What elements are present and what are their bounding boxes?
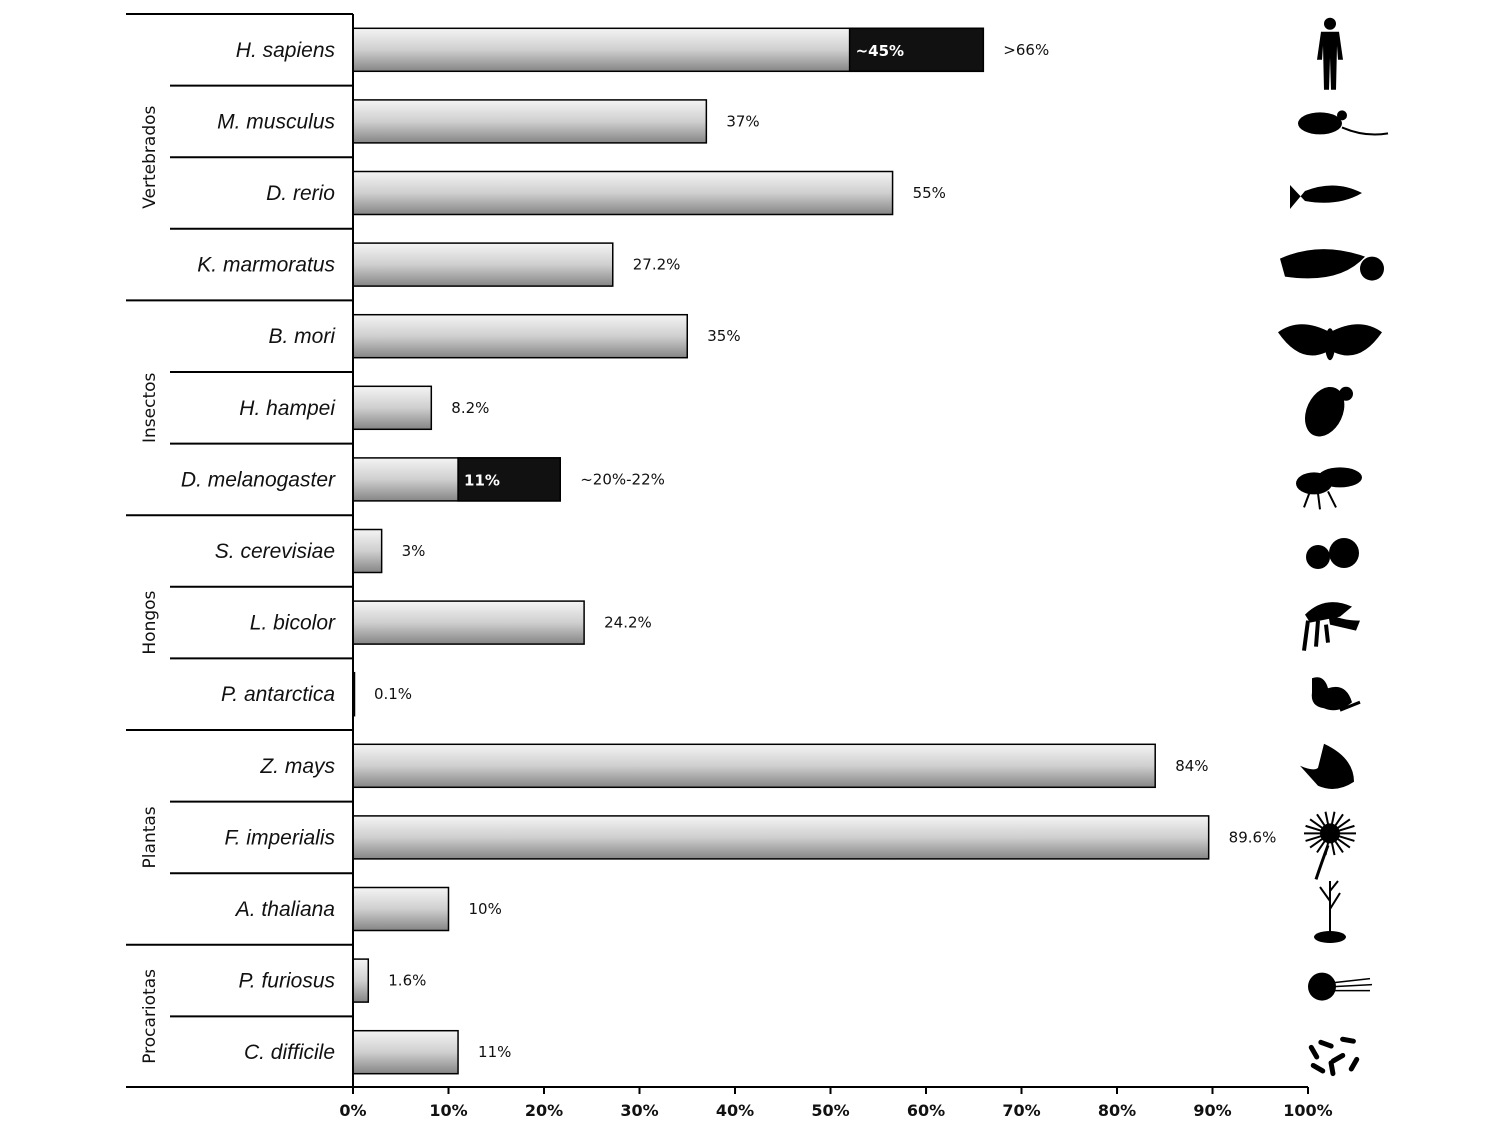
x-tick-label: 50% — [811, 1101, 850, 1120]
bar-row — [239, 386, 489, 429]
mouse-icon — [1298, 110, 1388, 134]
segment-label: ~45% — [855, 41, 905, 60]
x-tick-label: 60% — [906, 1101, 946, 1120]
segment-label: 11% — [464, 471, 500, 490]
bar-row — [181, 458, 665, 501]
bar — [353, 386, 431, 429]
x-tick-label: 40% — [715, 1101, 755, 1120]
flower-icon — [1304, 812, 1356, 880]
group-label: Hongos — [140, 590, 160, 655]
plant-icon — [1314, 881, 1346, 943]
bar-row — [250, 601, 652, 644]
x-tick-label: 100% — [1283, 1101, 1333, 1120]
group-label: Plantas — [140, 806, 160, 869]
bar-row — [266, 172, 946, 215]
species-label: Z. mays — [260, 754, 335, 778]
value-label: 0.1% — [373, 685, 413, 704]
bar — [353, 530, 382, 573]
value-label: 10% — [468, 900, 502, 918]
beetle-icon — [1297, 381, 1353, 443]
value-label: 3% — [401, 542, 426, 560]
species-label: P. antarctica — [220, 683, 335, 707]
yeast-icon — [1306, 538, 1359, 569]
fungus-icon — [1312, 677, 1360, 710]
mushroom-icon — [1304, 602, 1360, 651]
bar-row — [215, 530, 426, 573]
value-label: 37% — [726, 112, 760, 131]
value-label: 27.2% — [632, 255, 681, 274]
bar — [353, 315, 687, 358]
archaeon-icon — [1308, 973, 1372, 1001]
human-icon — [1317, 18, 1343, 90]
value-label: 11% — [478, 1043, 512, 1062]
bar-row — [268, 315, 740, 358]
value-label: 89.6% — [1228, 828, 1277, 847]
species-label: A. thaliana — [235, 898, 335, 921]
group-label: Procariotas — [140, 969, 160, 1064]
bar — [353, 1031, 458, 1074]
bacteria-icon — [1308, 1036, 1360, 1076]
value-label: 1.6% — [388, 971, 427, 990]
species-label: D. rerio — [266, 182, 335, 205]
bar-row — [234, 888, 502, 931]
bar — [353, 888, 449, 931]
species-label: M. musculus — [217, 110, 335, 134]
group-label: Insectos — [140, 372, 160, 443]
species-label: K. marmoratus — [197, 253, 335, 277]
bar-row — [239, 959, 427, 1002]
species-label: P. furiosus — [238, 969, 335, 993]
species-label: L. bicolor — [249, 611, 335, 635]
bar-row — [217, 100, 760, 143]
bar-row — [236, 28, 1049, 71]
bar — [353, 816, 1209, 859]
value-label: 55% — [912, 184, 946, 202]
x-tick-label: 20% — [524, 1101, 564, 1120]
value-label: 84% — [1175, 756, 1209, 775]
moth-icon — [1278, 324, 1382, 360]
species-label: D. melanogaster — [180, 468, 335, 492]
chart-rows — [181, 28, 1276, 1073]
bar-row — [225, 816, 1277, 859]
species-label: H. hampei — [239, 396, 335, 420]
value-label: ~20%-22% — [580, 470, 665, 489]
value-label: 24.2% — [604, 613, 652, 632]
x-tick-label: 0% — [339, 1101, 367, 1120]
value-label: 8.2% — [451, 398, 490, 417]
bar — [353, 243, 613, 286]
fly-icon — [1296, 467, 1362, 509]
x-tick-label: 70% — [1002, 1101, 1041, 1120]
bar-row — [259, 744, 1208, 787]
maize-icon — [1300, 744, 1354, 789]
value-label: >66% — [1003, 40, 1050, 59]
bar — [353, 959, 368, 1002]
x-tick-label: 80% — [1097, 1101, 1137, 1120]
bar — [353, 100, 706, 143]
bar — [353, 172, 893, 215]
x-tick-label: 90% — [1193, 1101, 1232, 1120]
bar-row — [221, 673, 412, 716]
bar-row — [244, 1031, 511, 1074]
bar-row — [197, 243, 680, 286]
zebrafish-icon — [1290, 185, 1362, 209]
species-label: S. cerevisiae — [214, 540, 335, 563]
bar — [353, 744, 1155, 787]
species-label: H. sapiens — [235, 38, 335, 62]
group-label: Vertebrados — [140, 105, 160, 209]
value-label: 35% — [707, 327, 741, 346]
organism-icons — [1278, 18, 1388, 1077]
species-label: C. difficile — [243, 1041, 335, 1065]
group-labels — [140, 105, 160, 1063]
x-tick-label: 10% — [429, 1101, 468, 1120]
bar — [353, 601, 584, 644]
species-label: B. mori — [268, 325, 335, 349]
species-label: F. imperialis — [224, 826, 335, 850]
killifish-icon — [1280, 249, 1384, 281]
x-tick-label: 30% — [620, 1101, 659, 1120]
